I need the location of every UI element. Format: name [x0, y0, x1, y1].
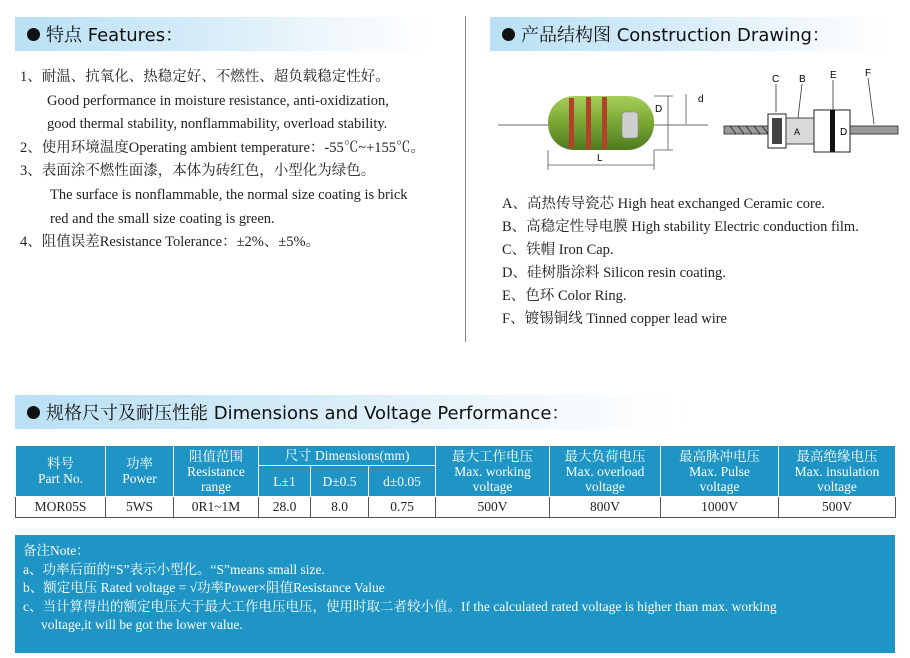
dimensions-title: 规格尺寸及耐压性能 Dimensions and Voltage Performance： — [46, 403, 570, 424]
label-C: C — [772, 74, 780, 85]
label-A: A — [794, 127, 801, 137]
note-line: b、额定电压 Rated voltage = √功率Power×阻值Resistance Value — [23, 580, 385, 596]
bullet-icon — [502, 28, 515, 41]
feature-item: good thermal stability, nonflammability, overload stability. — [47, 116, 388, 133]
bullet-icon — [27, 406, 40, 419]
dimensions-header — [15, 395, 680, 429]
color-band — [586, 97, 591, 149]
note-box — [15, 535, 895, 653]
col-range: 阻值范围 Resistance range — [174, 446, 259, 497]
color-band — [569, 98, 574, 148]
col-dimensions: 尺寸 Dimensions(mm) — [259, 446, 436, 466]
label-F: F — [865, 68, 872, 79]
col-L: L±1 — [259, 466, 311, 497]
cell-d: 0.75 — [369, 497, 436, 518]
label-D: D — [655, 104, 663, 115]
construction-title: 产品结构图 Construction Drawing： — [521, 25, 830, 46]
col-max-insulation: 最高绝缘电压 Max. insulation voltage — [779, 446, 896, 497]
feature-item: 3、表面涂不燃性面漆，本体为砖红色，小型化为绿色。 — [20, 163, 376, 180]
label-E: E — [830, 70, 837, 81]
color-band — [602, 97, 607, 149]
cell-max-overload: 800V — [550, 497, 661, 518]
cell-D: 8.0 — [311, 497, 369, 518]
label-B: B — [799, 74, 806, 85]
note-line: a、功率后面的“S”表示小型化。“S”means small size. — [23, 561, 325, 577]
label-L: L — [597, 153, 603, 164]
cutaway — [622, 112, 638, 138]
construction-item: A、高热传导瓷芯 High heat exchanged Ceramic core. — [502, 196, 825, 212]
cell-range: 0R1~1M — [174, 497, 259, 518]
table-header-row — [16, 446, 896, 466]
cell-max-working: 500V — [436, 497, 550, 518]
note-line: voltage,it will be got the lower value. — [41, 617, 243, 633]
note-line: c、当计算得出的额定电压大于最大工作电压电压，使用时取二者较小值。If the calculated rated voltage is higher than max. working — [23, 598, 777, 614]
features-list — [20, 66, 460, 255]
feature-item: Good performance in moisture resistance, anti-oxidization, — [47, 92, 389, 109]
cell-max-pulse: 1000V — [661, 497, 779, 518]
right-lead — [850, 126, 898, 134]
construction-item: C、铁帽 Iron Cap. — [502, 242, 614, 258]
cell-L: 28.0 — [259, 497, 311, 518]
cell-power: 5WS — [106, 497, 174, 518]
col-max-working: 最大工作电压 Max. working voltage — [436, 446, 550, 497]
note-title: 备注Note： — [23, 543, 90, 558]
features-header — [15, 17, 435, 51]
feature-item: 4、阻值误差Resistance Tolerance：±2%、±5%。 — [20, 234, 321, 251]
construction-list — [502, 193, 859, 331]
feature-item: 2、使用环境温度Operating ambient temperature：-55℃~+155℃。 — [20, 139, 426, 156]
col-max-overload: 最大负荷电压 Max. overload voltage — [550, 446, 661, 497]
iron-cap-fill — [772, 118, 782, 144]
feature-item: 1、耐温、抗氧化、热稳定好、不燃性、超负载稳定性好。 — [20, 69, 390, 85]
section-divider — [465, 16, 466, 342]
resistor-section-drawing — [722, 62, 902, 172]
spec-table — [15, 445, 896, 518]
col-d: d±0.05 — [369, 466, 436, 497]
col-power: 功率 Power — [106, 446, 174, 497]
label-D2: D — [840, 127, 848, 138]
cell-part: MOR05S — [16, 497, 106, 518]
construction-item: E、色环 Color Ring. — [502, 288, 627, 304]
cell-max-insulation: 500V — [779, 497, 896, 518]
feature-item: red and the small size coating is green. — [50, 210, 275, 227]
features-title: 特点 Features： — [46, 25, 184, 46]
col-max-pulse: 最高脉冲电压 Max. Pulse voltage — [661, 446, 779, 497]
label-d: d — [698, 94, 704, 105]
construction-item: B、高稳定性导电膜 High stability Electric conduction film. — [502, 219, 859, 235]
construction-header — [490, 17, 895, 51]
feature-item: The surface is nonflammable, the normal size coating is brick — [50, 186, 408, 203]
col-part: 料号 Part No. — [16, 446, 106, 497]
table-row — [16, 497, 896, 518]
bullet-icon — [27, 28, 40, 41]
color-ring — [830, 110, 835, 152]
left-lead — [724, 126, 772, 134]
resistor-outline-drawing — [498, 78, 718, 178]
construction-item: D、硅树脂涂料 Silicon resin coating. — [502, 265, 726, 281]
col-D: D±0.5 — [311, 466, 369, 497]
construction-item: F、镀锡铜线 Tinned copper lead wire — [502, 311, 727, 327]
